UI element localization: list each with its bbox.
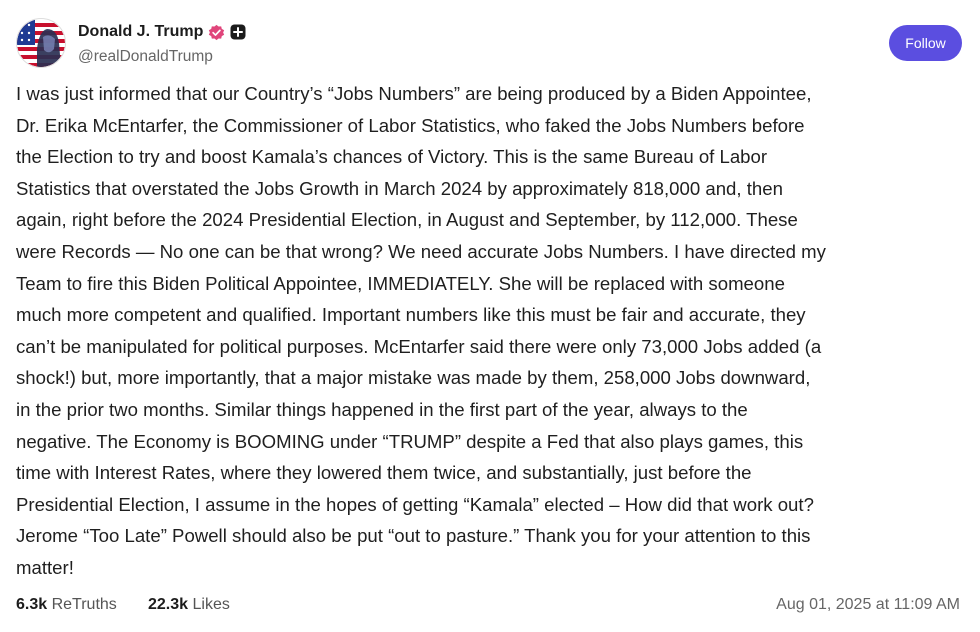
post-text-line: Statistics that overstated the Jobs Growth in March 2024 by approximately 818,000 and, then <box>16 177 783 199</box>
avatar[interactable] <box>16 18 66 68</box>
post-header <box>16 18 962 72</box>
post-text-line: shock!) but, more importantly, that a major mistake was made by them, 258,000 Jobs downward, <box>16 367 811 389</box>
follow-button[interactable]: Follow <box>889 25 962 61</box>
post-text-line: Jerome “Too Late” Powell should also be put “out to pasture.” Thank you for your attention to this <box>16 525 811 547</box>
author-display-name[interactable]: Donald J. Trump <box>78 23 204 40</box>
post-timestamp[interactable]: Aug 01, 2025 at 11:09 AM <box>776 596 960 613</box>
post-body <box>16 78 966 584</box>
likes-count: 22.3k <box>148 596 189 613</box>
author-handle[interactable]: @realDonaldTrump <box>78 48 213 65</box>
verified-badge-icon <box>208 24 225 41</box>
post-text-line: time with Interest Rates, where they lowered them twice, and substantially, just before the <box>16 462 752 484</box>
post-text-line: matter! <box>16 556 74 578</box>
retruths-count: 6.3k <box>16 596 48 613</box>
author-name-row <box>78 23 246 41</box>
likes-label: Likes <box>192 596 230 613</box>
likes-stat[interactable] <box>148 596 230 614</box>
post-text-line: Dr. Erika McEntarfer, the Commissioner of Labor Statistics, who faked the Jobs Numbers before <box>16 114 805 136</box>
post-text-line: the Election to try and boost Kamala’s chances of Victory. This is the same Bureau of Labor <box>16 146 768 168</box>
post-text-line: can’t be manipulated for political purposes. McEntarfer said there were only 73,000 Jobs added (a <box>16 335 822 357</box>
post-text-line: negative. The Economy is BOOMING under “TRUMP” despite a Fed that also plays games, this <box>16 430 804 452</box>
avatar-image <box>17 19 65 67</box>
post-text-line: Presidential Election, I assume in the hopes of getting “Kamala” elected – How did that work out? <box>16 493 814 515</box>
post-text-line: were Records — No one can be that wrong? We need accurate Jobs Numbers. I have directed my <box>16 240 826 262</box>
post-text-line: Team to fire this Biden Political Appointee, IMMEDIATELY. She will be replaced with someone <box>16 272 785 294</box>
post-footer <box>16 594 962 618</box>
post-text-line: I was just informed that our Country’s “Jobs Numbers” are being produced by a Biden Appointee, <box>16 83 812 104</box>
plus-badge-icon <box>230 24 246 40</box>
post-text-line: in the prior two months. Similar things happened in the first part of the year, always to the <box>16 398 748 420</box>
post-text-line: much more competent and qualified. Important numbers like this must be fair and accurate, they <box>16 304 806 326</box>
post-text-line: again, right before the 2024 Presidential Election, in August and September, by 112,000. These <box>16 209 798 231</box>
retruths-stat[interactable] <box>16 596 117 614</box>
retruths-label: ReTruths <box>51 596 117 613</box>
